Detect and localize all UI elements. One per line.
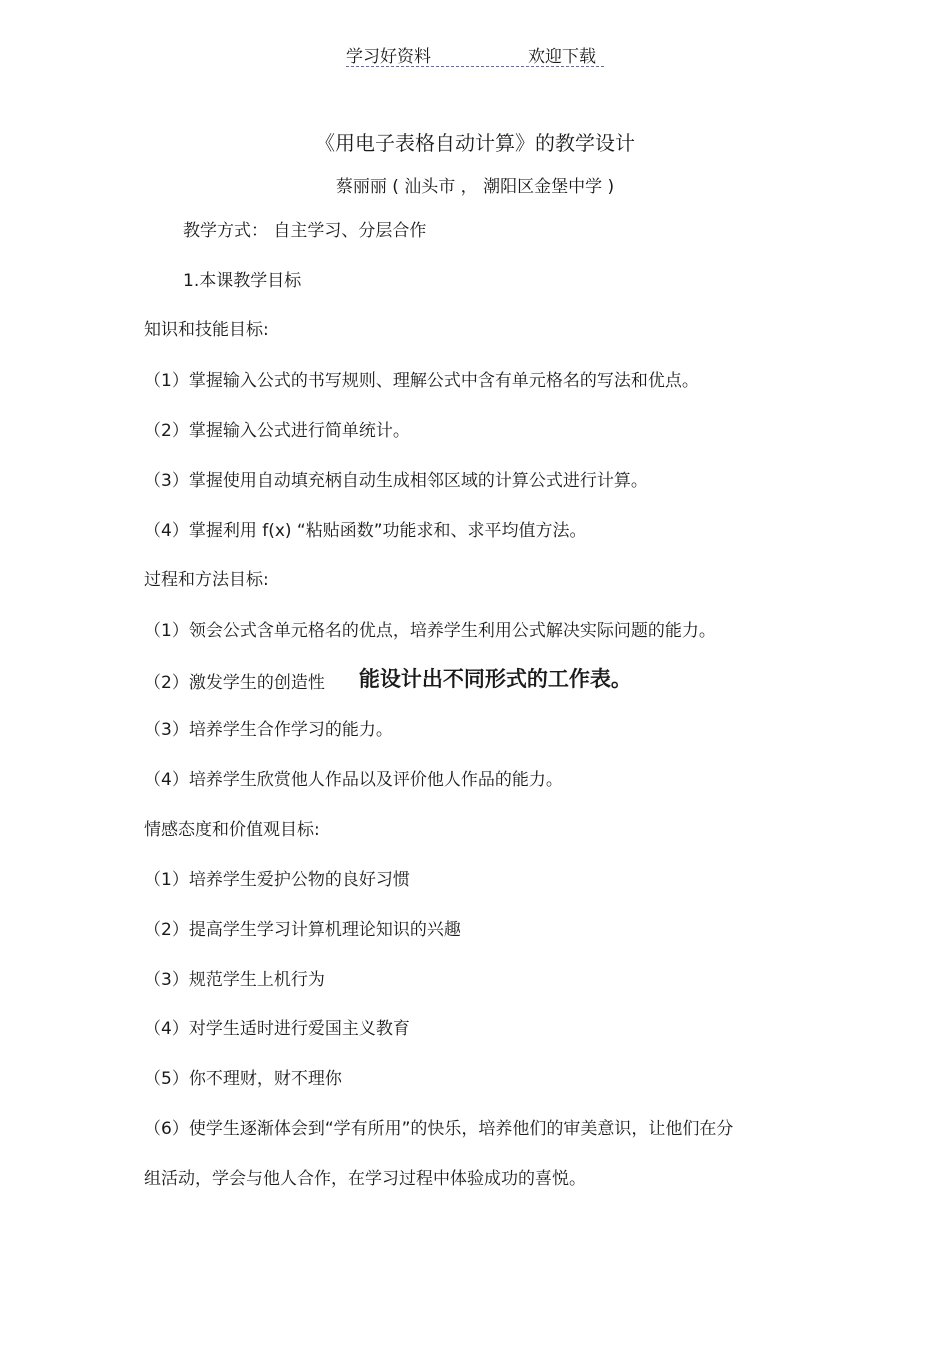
emotion-item-6: （6）使学生逐渐体会到“学有所用”的快乐，培养他们的审美意识，让他们在分 — [144, 1119, 734, 1139]
teaching-method: 教学方式： 自主学习、分层合作 — [183, 221, 427, 241]
process-item-2-emphasis: 能设计出不同形式的工作表。 — [358, 667, 632, 691]
header-left-text: 学习好资料 — [346, 47, 431, 67]
knowledge-item-3: （3）掌握使用自动填充柄自动生成相邻区域的计算公式进行计算。 — [144, 471, 648, 491]
process-item-3: （3）培养学生合作学习的能力。 — [144, 720, 393, 740]
knowledge-item-1: （1）掌握输入公式的书写规则、理解公式中含有单元格名的写法和优点。 — [144, 371, 699, 391]
section-heading: 1.本课教学目标 — [183, 271, 302, 291]
knowledge-heading: 知识和技能目标: — [144, 320, 269, 340]
emotion-item-3: （3）规范学生上机行为 — [144, 970, 325, 990]
emotion-item-2: （2）提高学生学习计算机理论知识的兴趣 — [144, 920, 461, 940]
process-item-4: （4）培养学生欣赏他人作品以及评价他人作品的能力。 — [144, 770, 563, 790]
emotion-item-1: （1）培养学生爱护公物的良好习惯 — [144, 870, 410, 890]
process-item-1: （1）领会公式含单元格名的优点，培养学生利用公式解决实际问题的能力。 — [144, 621, 716, 641]
document-title: 《用电子表格自动计算》的教学设计 — [315, 131, 635, 155]
header-right-text: 欢迎下载 — [528, 47, 596, 67]
process-item-2 — [144, 667, 632, 694]
emotion-heading: 情感态度和价值观目标: — [144, 820, 320, 840]
emotion-item-4: （4）对学生适时进行爱国主义教育 — [144, 1019, 410, 1039]
page-header — [346, 40, 604, 67]
process-item-2-text: （2）激发学生的创造性 — [144, 673, 325, 693]
author-byline: 蔡丽丽 ( 汕头市 ， 潮阳区金堡中学 ) — [335, 177, 615, 197]
knowledge-item-4: （4）掌握利用 f(x) “粘贴函数”功能求和、求平均值方法。 — [144, 521, 587, 541]
knowledge-item-2: （2）掌握输入公式进行简单统计。 — [144, 421, 410, 441]
emotion-item-5: （5）你不理财，财不理你 — [144, 1069, 342, 1089]
process-heading: 过程和方法目标: — [144, 570, 269, 590]
emotion-item-6-continued: 组活动，学会与他人合作，在学习过程中体验成功的喜悦。 — [144, 1169, 586, 1189]
